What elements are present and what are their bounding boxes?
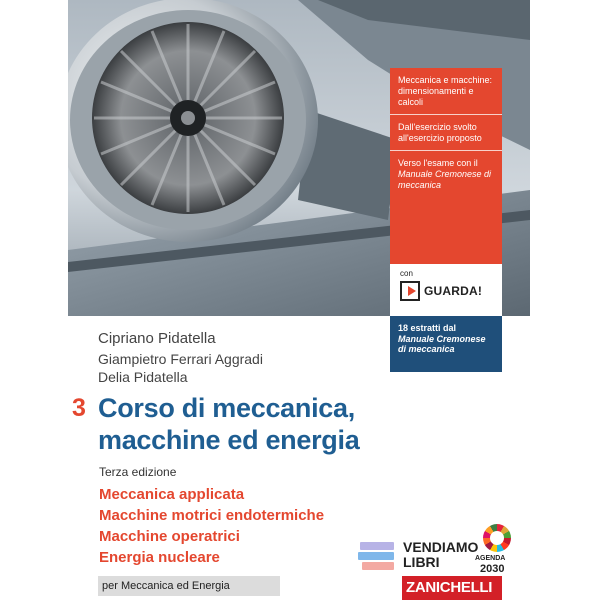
guarda-label: GUARDA! [424, 284, 483, 298]
topic-item: Meccanica applicata [99, 486, 245, 503]
feature-text-italic: Manuale Cremonese di meccanica [398, 169, 492, 190]
author-name: Delia Pidatella [98, 369, 188, 385]
title-line: Corso di meccanica, [98, 393, 355, 423]
feature-text: Meccanica e macchine: dimensionamenti e calcoli [398, 75, 493, 107]
author-name: Giampietro Ferrari Aggradi [98, 351, 263, 367]
edition-label: Terza edizione [99, 465, 177, 479]
extracts-prefix: 18 estratti dal [398, 323, 457, 333]
feature-text: Dall'esercizio svolto all'esercizio proposto [398, 122, 482, 143]
extracts-box [390, 316, 502, 372]
guarda-con-label: con [400, 269, 413, 278]
play-icon [400, 281, 420, 301]
topics-list [99, 484, 324, 568]
feature-item-exercises [390, 115, 502, 151]
feature-item-dimensioning [390, 68, 502, 115]
feature-item-exam [390, 151, 502, 197]
agenda-2030-icon [483, 524, 511, 552]
topic-item: Macchine operatrici [99, 528, 240, 545]
author-name: Cipriano Pidatella [98, 330, 216, 347]
book-cover [68, 0, 530, 600]
course-label: per Meccanica ed Energia [98, 576, 280, 596]
vendiamo-text: VENDIAMO [403, 539, 479, 555]
features-box [390, 68, 502, 264]
vendiamo-libri-logo [403, 540, 478, 570]
stacked-books-icon [358, 540, 398, 576]
libri-text: LIBRI [403, 554, 440, 570]
topic-item: Energia nucleare [99, 549, 220, 566]
publisher-logo: ZANICHELLI [402, 576, 502, 600]
book-title [98, 392, 359, 456]
topic-item: Macchine motrici endotermiche [99, 507, 325, 524]
volume-number: 3 [72, 394, 86, 422]
feature-text-prefix: Verso l'esame con il [398, 158, 478, 168]
agenda-year: 2030 [480, 563, 505, 575]
title-line: macchine ed energia [98, 425, 360, 455]
agenda-label: AGENDA [475, 555, 506, 562]
extracts-italic: Manuale Cremonese di meccanica [398, 333, 486, 354]
guarda-box [390, 264, 502, 316]
